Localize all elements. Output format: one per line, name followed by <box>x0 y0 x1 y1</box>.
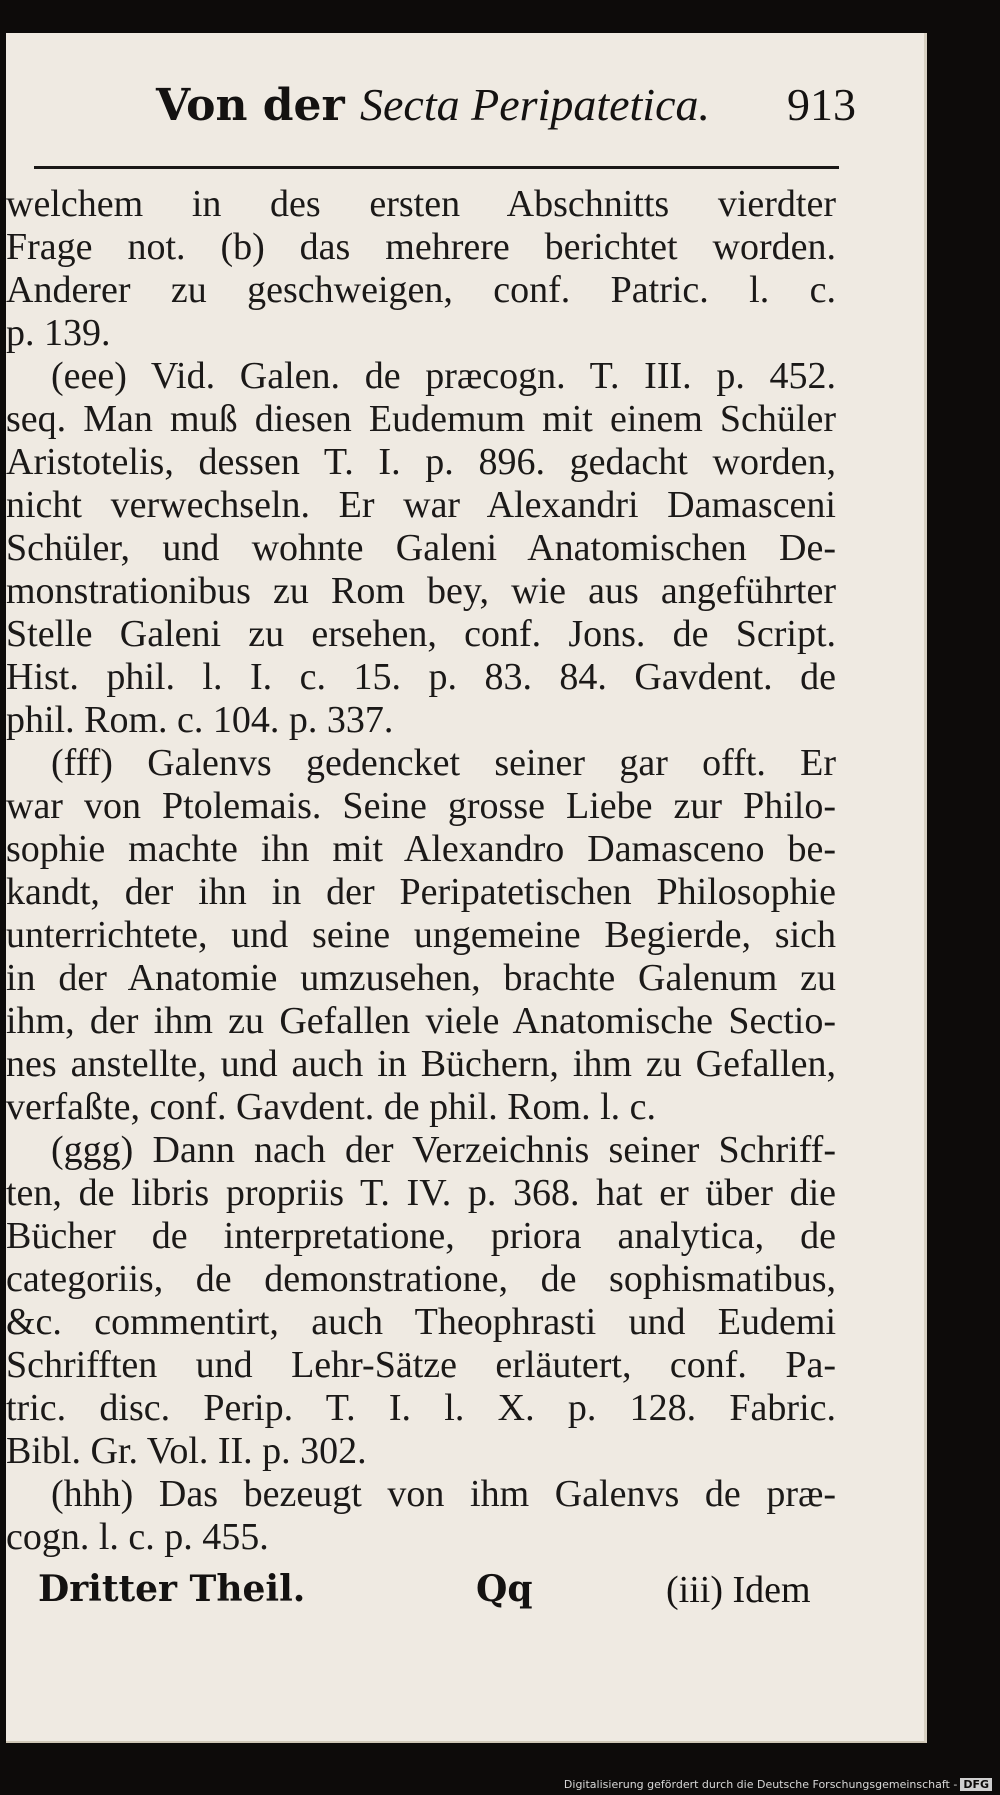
text-line: (eee) Vid. Galen. de præcogn. T. III. p. 452. <box>51 355 836 397</box>
text-line: Schrifften und Lehr-Sätze erläutert, conf. Pa- <box>6 1344 836 1386</box>
text-line: ihm, der ihm zu Gefallen viele Anatomische Sectio- <box>6 1000 836 1042</box>
credit-text: Digitalisierung gefördert durch die Deutsche Forschungsgemeinschaft - <box>563 1778 958 1791</box>
text-line: ten, de libris propriis T. IV. p. 368. hat er über die <box>6 1172 836 1214</box>
text-line: Frage not. (b) das mehrere berichtet worden. <box>6 226 836 268</box>
header-rule <box>34 166 839 169</box>
text-line: phil. Rom. c. 104. p. 337. <box>6 699 394 741</box>
page-number: 913 <box>787 79 856 130</box>
text-line: monstrationibus zu Rom bey, wie aus angeführter <box>6 570 836 612</box>
page-footer <box>6 1568 846 1618</box>
running-title <box>156 78 710 131</box>
text-line: Stelle Galeni zu ersehen, conf. Jons. de Script. <box>6 613 836 655</box>
text-line: verfaßte, conf. Gavdent. de phil. Rom. l. c. <box>6 1086 657 1128</box>
text-line: Aristotelis, dessen T. I. p. 896. gedacht worden, <box>6 441 836 483</box>
text-line: war von Ptolemais. Seine grosse Liebe zur Philo- <box>6 785 836 827</box>
text-line: (fff) Galenvs gedencket seiner gar offt. Er <box>51 742 836 784</box>
text-line: kandt, der ihn in der Peripatetischen Philosophie <box>6 871 836 913</box>
text-line: cogn. l. c. p. 455. <box>6 1516 269 1558</box>
text-line: (hhh) Das bezeugt von ihm Galenvs de præ- <box>51 1473 836 1515</box>
text-line: Bibl. Gr. Vol. II. p. 302. <box>6 1430 367 1472</box>
text-line: p. 139. <box>6 312 111 354</box>
text-line: &c. commentirt, auch Theophrasti und Eudemi <box>6 1301 836 1343</box>
text-line: Schüler, und wohnte Galeni Anatomischen De- <box>6 527 836 569</box>
book-page <box>6 33 927 1743</box>
running-header <box>156 78 856 148</box>
text-line: seq. Man muß diesen Eudemum mit einem Schüler <box>6 398 836 440</box>
text-line: in der Anatomie umzusehen, brachte Galenum zu <box>6 957 836 999</box>
text-line: Bücher de interpretatione, priora analytica, de <box>6 1215 836 1257</box>
text-line: unterrichtete, und seine ungemeine Begierde, sich <box>6 914 836 956</box>
text-line: Anderer zu geschweigen, conf. Patric. l. c. <box>6 269 836 311</box>
signature-mark: Qq <box>476 1568 533 1610</box>
part-label: Dritter Theil. <box>38 1568 306 1610</box>
text-line: sophie machte ihn mit Alexandro Damasceno be- <box>6 828 836 870</box>
digitization-credit <box>564 1778 992 1791</box>
running-title-italic: Secta Peripatetica. <box>360 79 711 130</box>
text-line: (ggg) Dann nach der Verzeichnis seiner Schriff- <box>51 1129 836 1171</box>
text-line: nes anstellte, und auch in Büchern, ihm zu Gefallen, <box>6 1043 836 1085</box>
text-line: welchem in des ersten Abschnitts vierdter <box>6 183 836 225</box>
text-line: Hist. phil. l. I. c. 15. p. 83. 84. Gavdent. de <box>6 656 836 698</box>
body-text <box>6 183 836 1559</box>
dfg-logo: DFG <box>960 1778 992 1791</box>
text-line: categoriis, de demonstratione, de sophismatibus, <box>6 1258 836 1300</box>
text-line: nicht verwechseln. Er war Alexandri Damasceni <box>6 484 836 526</box>
catchword: (iii) Idem <box>666 1569 811 1611</box>
running-title-roman: Von der <box>156 80 361 131</box>
text-line: tric. disc. Perip. T. I. l. X. p. 128. Fabric. <box>6 1387 836 1429</box>
